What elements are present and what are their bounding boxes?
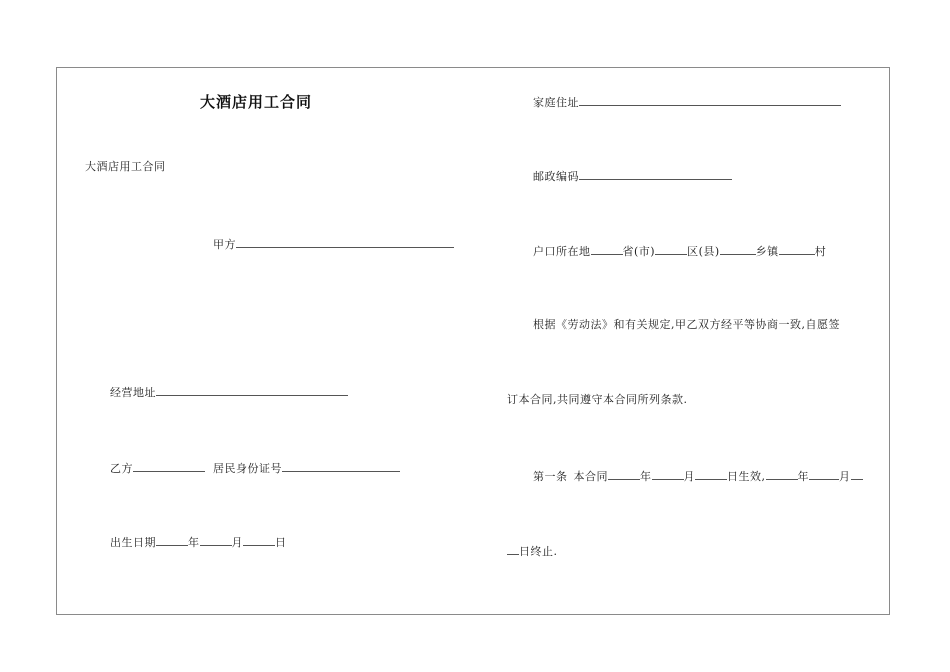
birth-day-unit: 日 (275, 536, 287, 549)
terminate-text: 日终止. (519, 545, 558, 558)
village-unit: 村 (814, 245, 827, 258)
end-month-unit: 月 (839, 470, 851, 483)
effective-text: 日生效, (727, 470, 766, 483)
document-page (56, 67, 890, 615)
preamble-2: 订本合同,共同遵守本合同所列条款. (507, 393, 688, 406)
business-address-line (110, 384, 348, 400)
end-month-blank (809, 468, 839, 480)
id-number-label: 居民身份证号 (213, 462, 282, 475)
birth-label: 出生日期 (110, 536, 156, 549)
home-address-line (533, 94, 841, 110)
district-unit: 区(县) (687, 245, 720, 258)
party-a-line (213, 236, 454, 252)
province-blank (591, 243, 623, 255)
start-year-unit: 年 (640, 470, 652, 483)
subtitle: 大酒店用工合同 (85, 160, 166, 173)
end-year-blank (766, 468, 798, 480)
business-address-label: 经营地址 (110, 386, 156, 399)
party-a-label: 甲方 (213, 238, 236, 251)
birth-month-blank (200, 534, 232, 546)
postal-code-blank (579, 168, 732, 180)
home-address-label: 家庭住址 (533, 96, 579, 109)
township-blank (720, 243, 756, 255)
township-unit: 乡镇 (755, 245, 779, 258)
article-1-line-2 (507, 543, 558, 559)
village-blank (779, 243, 815, 255)
article-1-label: 第一条 (533, 470, 568, 483)
document-title: 大酒店用工合同 (200, 93, 313, 111)
birth-year-blank (156, 534, 188, 546)
preamble-line-2 (507, 393, 688, 407)
postal-code-line (533, 168, 732, 184)
end-day-blank-cont (507, 543, 519, 555)
preamble-line-1 (533, 318, 840, 332)
birth-year-unit: 年 (188, 536, 200, 549)
article-1-line (533, 468, 863, 484)
start-month-unit: 月 (683, 470, 695, 483)
district-blank (655, 243, 687, 255)
province-unit: 省(市) (622, 245, 656, 258)
postal-code-label: 邮政编码 (533, 170, 579, 183)
business-address-blank (156, 384, 348, 396)
subtitle-line (85, 160, 166, 174)
party-b-line (110, 460, 400, 476)
preamble-1: 根据《劳动法》和有关规定,甲乙双方经平等协商一致,自愿签 (533, 318, 840, 331)
birth-date-line (110, 534, 287, 550)
party-b-label: 乙方 (110, 462, 133, 475)
start-year-blank (608, 468, 640, 480)
article-1-text: 本合同 (573, 470, 608, 483)
end-day-blank-start (851, 468, 863, 480)
birth-month-unit: 月 (231, 536, 243, 549)
home-address-blank (579, 94, 841, 106)
start-day-blank (695, 468, 727, 480)
start-month-blank (652, 468, 684, 480)
end-year-unit: 年 (797, 470, 809, 483)
party-b-blank (133, 460, 205, 472)
id-number-blank (282, 460, 400, 472)
party-a-blank (236, 236, 454, 248)
registration-line (533, 243, 826, 259)
birth-day-blank (243, 534, 275, 546)
registration-label: 户口所在地 (533, 245, 591, 258)
